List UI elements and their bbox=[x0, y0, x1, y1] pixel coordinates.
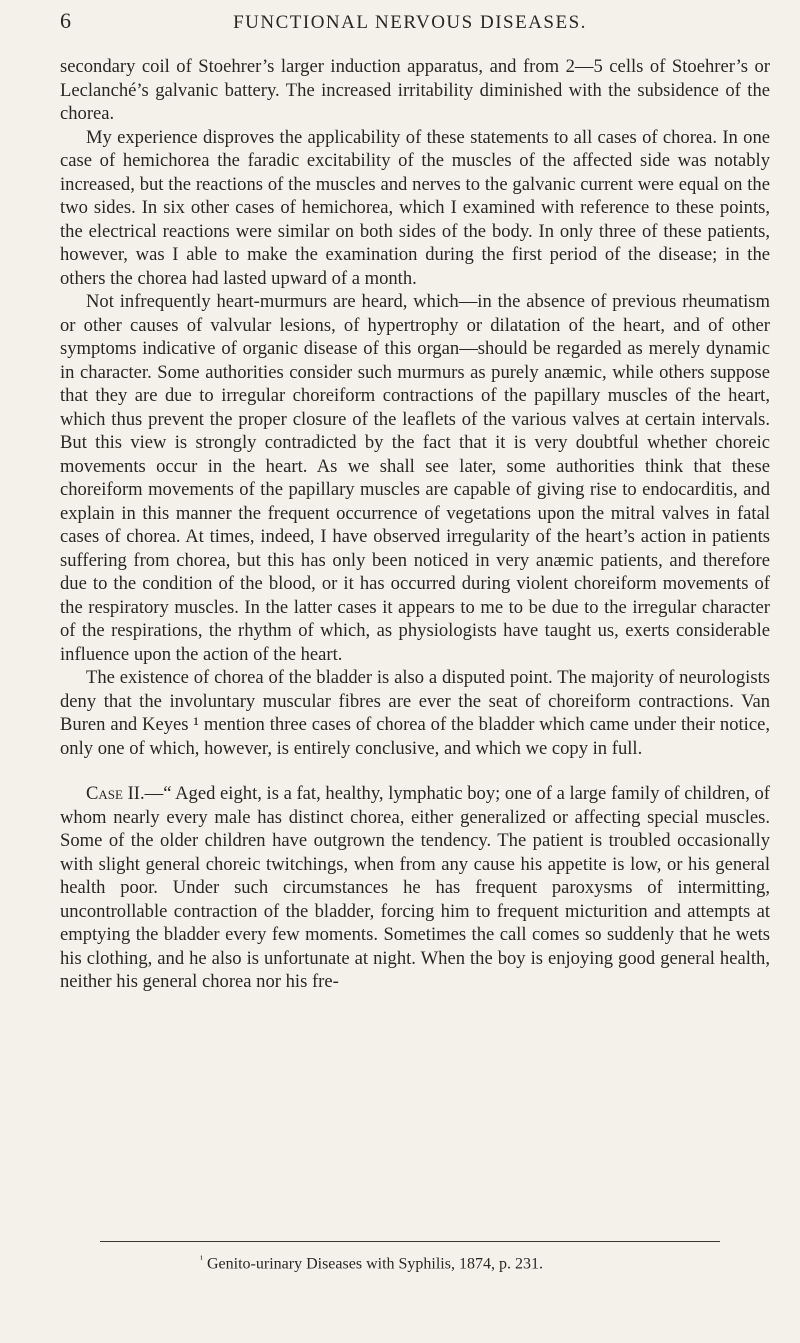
paragraph: Not infrequently heart-murmurs are heard, which—in the absence of previous rheumatism or other causes of valvular lesions, of hypertrophy or dilatation of the heart, and of other symptoms indicative of organic disease of this organ—should be regarded as merely dynamic in character. Some authorities consider such murmurs as purely anæmic, while others suppose that they are due to irregular choreiform contractions of the papillary muscles of the heart, which thus prevent the proper closure of the leaflets of the various valves at certain intervals. But this view is strongly contradicted by the fact that it is very doubtful whether choreic movements occur in the heart. As we shall see later, some authorities think that these choreiform movements of the papillary muscles are capable of giving rise to endocarditis, and explain in this manner the frequent occurrence of vegetations upon the mitral valves in fatal cases of chorea. At times, indeed, I have observed irregularity of the heart’s action in patients suffering from chorea, but this has only been noticed in very anæmic patients, and therefore due to the condition of the blood, or it has occurred during violent choreiform movements of the respiratory muscles. In the latter cases it appears to me to be due to the irregular character of the respirations, the rhythm of which, as physiologists have taught us, exerts considerable influence upon the action of the heart. bbox=[60, 291, 770, 665]
footnote-text: Genito-urinary Diseases with Syphilis, 1874, p. 231. bbox=[203, 1255, 543, 1273]
page-number: 6 bbox=[60, 8, 72, 33]
running-head: FUNCTIONAL NERVOUS DISEASES. bbox=[233, 12, 587, 33]
body-text bbox=[60, 55, 770, 994]
case-paragraph bbox=[60, 782, 770, 994]
footnote bbox=[200, 1250, 760, 1274]
footnote-divider bbox=[100, 1241, 720, 1242]
footnote-marker: ¹ bbox=[200, 1254, 203, 1265]
case-text: —“ Aged eight, is a fat, healthy, lymphatic boy; one of a large family of children, of whom nearly every male has distinct chorea, either generalized or affecting special muscles. Some of the older children have outgrown the tendency. The patient is troubled occasionally with slight general choreic twitchings, when from any cause his appetite is low, or his general health poor. Under such circumstances he has frequent paroxysms of intermitting, uncontrollable contraction of the bladder, forcing him to frequent micturition and attempts at emptying the bladder every few moments. Sometimes the call comes so suddenly that he wets his clothing, and he also is unfortunate at night. When the boy is enjoying good general health, neither his general chorea nor his fre- bbox=[60, 783, 770, 992]
paragraph: The existence of chorea of the bladder is also a disputed point. The majority of neurologists deny that the involuntary muscular fibres are ever the seat of choreiform contractions. Van Buren and Keyes ¹ mention three cases of chorea of the bladder which came under their notice, only one of which, however, is entirely conclusive, and which we copy in full. bbox=[60, 667, 770, 759]
page-header bbox=[60, 8, 760, 48]
paragraph: secondary coil of Stoehrer’s larger induction apparatus, and from 2—5 cells of Stoehrer’s or Leclanché’s galvanic battery. The increased irritability diminished with the subsidence of the chorea. bbox=[60, 56, 770, 124]
case-label: Case II. bbox=[86, 783, 145, 804]
paragraph: My experience disproves the applicability of these statements to all cases of chorea. In one case of hemichorea the faradic excitability of the muscles of the affected side was notably increased, but the reactions of the muscles and nerves to the galvanic current were equal on the two sides. In six other cases of hemichorea, which I examined with reference to these points, the electrical reactions were similar on both sides of the body. In only three of these patients, however, was I able to make the examination during the first period of the disease; in the others the chorea had lasted upward of a month. bbox=[60, 126, 770, 289]
